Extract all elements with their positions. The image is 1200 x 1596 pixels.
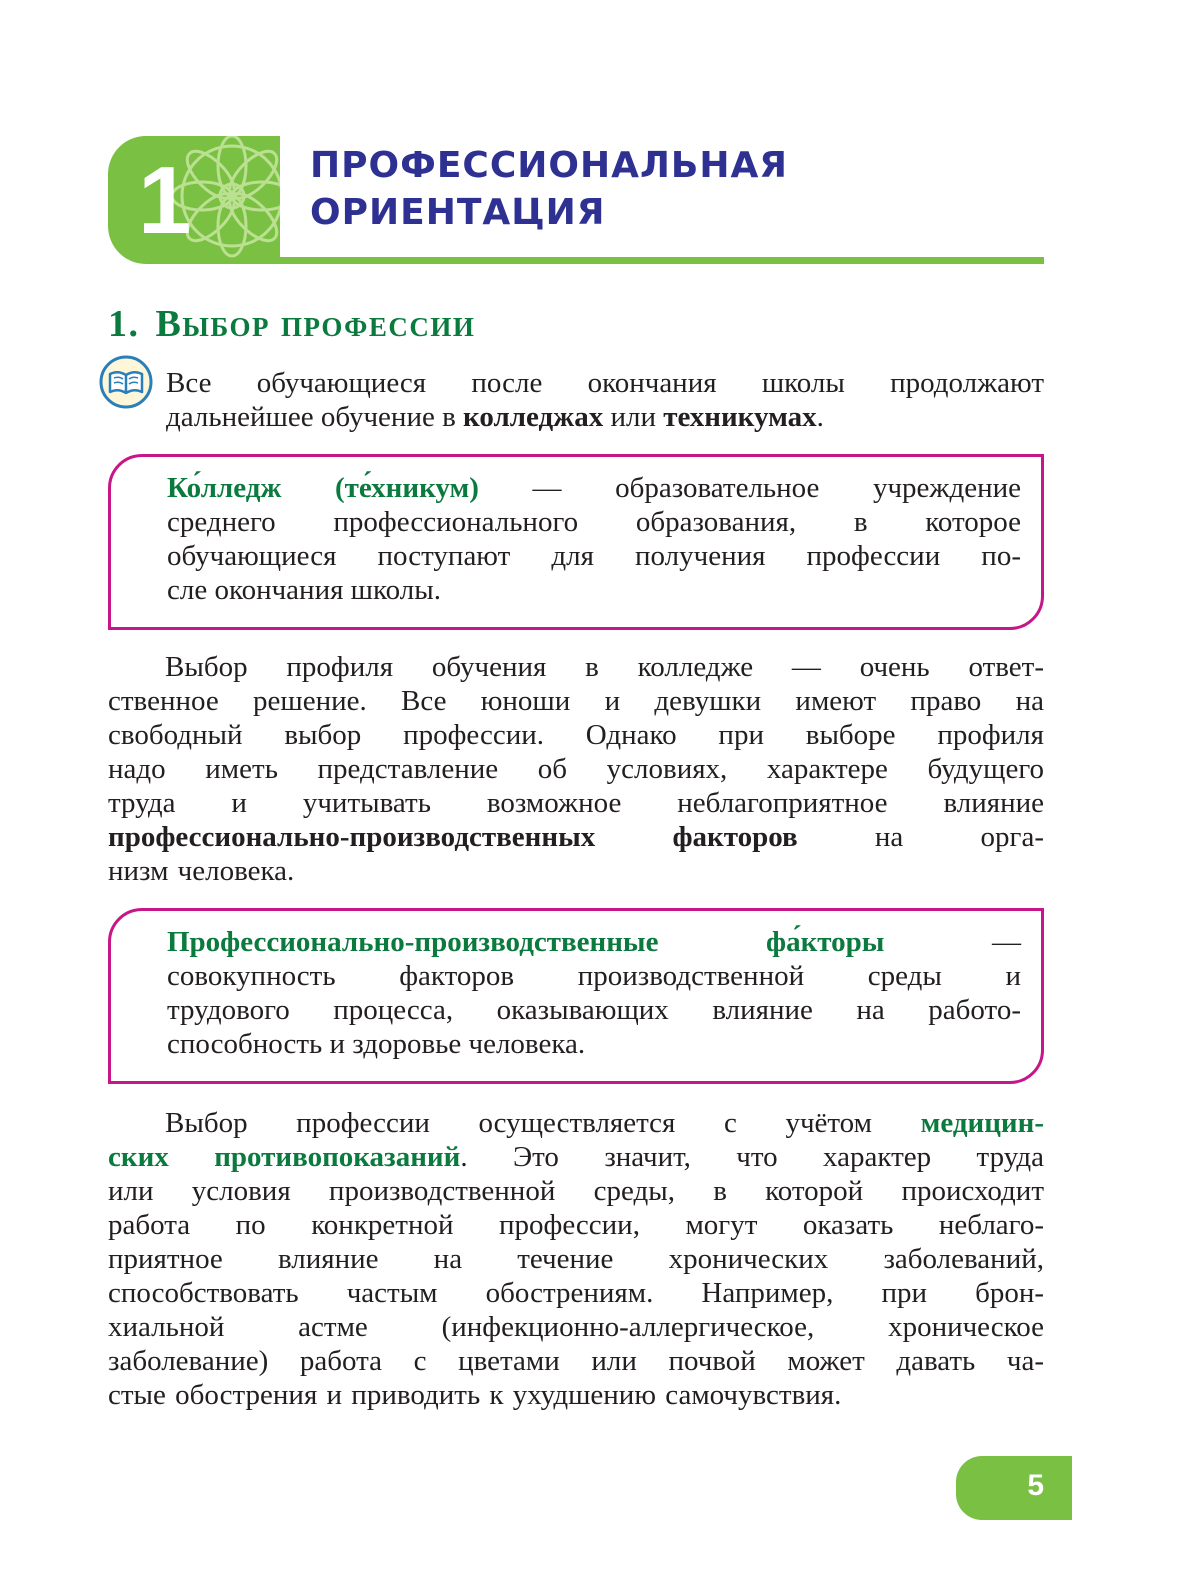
definition-box-college: [108, 454, 1044, 630]
keyword-contraindications: ских противопоказаний: [108, 1141, 461, 1173]
section-number: 1.: [108, 303, 140, 345]
definition-text-part: —: [884, 926, 1021, 958]
intro-text: или: [603, 401, 664, 433]
paragraph-line: стые обострения и приводить к ухудшению самочувствия.: [108, 1379, 842, 1411]
paragraph-line: или условия производственной среды, в которой происходит: [108, 1175, 1044, 1207]
definition-term: Ко́лледж (те́хникум): [167, 472, 479, 504]
chapter-header: [108, 136, 1044, 266]
paragraph-line: способствовать частым обострениям. Например, при брон-: [108, 1277, 1044, 1309]
chapter-rule: [268, 257, 1044, 264]
paragraph-line: Выбор профиля обучения в колледже — очень ответ-: [165, 651, 1044, 683]
keyword-technical-schools: техникумах: [663, 401, 817, 433]
definition-line: обучающиеся поступают для получения профессии по-: [167, 540, 1021, 572]
intro-paragraph: [166, 366, 1044, 434]
keyword-colleges: колледжах: [463, 401, 604, 433]
definition-text-part: — образовательное учреждение: [478, 472, 1021, 504]
paragraph-line: [108, 820, 1044, 854]
definition-line: способность и здоровье человека.: [167, 1028, 586, 1060]
paragraph-line: надо иметь представление об условиях, характере будущего: [108, 753, 1044, 785]
definition-term: Профессионально-производственные фа́кторы: [167, 926, 885, 958]
chapter-title: [310, 142, 788, 236]
paragraph-line: хиальной астме (инфекционно-аллергическое, хроническое: [108, 1311, 1044, 1343]
paragraph-text-part: на орга-: [797, 821, 1044, 853]
paragraph-line: низм человека.: [108, 855, 295, 887]
paragraph-line: ственное решение. Все юноши и девушки имеют право на: [108, 685, 1044, 717]
intro-text: .: [816, 401, 824, 433]
intro-line: Все обучающиеся после окончания школы продолжают: [166, 367, 1044, 399]
section-title: Выбор профессии: [155, 303, 476, 345]
keyword-contraindications: медицин-: [920, 1107, 1044, 1139]
paragraph-text-part: . Это значит, что характер труда: [460, 1141, 1044, 1173]
section-heading: [108, 300, 475, 348]
page-number: 5: [1027, 1469, 1044, 1502]
definition-line: [167, 925, 1021, 959]
paragraph-line: работа по конкретной профессии, могут оказать неблаго-: [108, 1209, 1044, 1241]
definition-line: сле окончания школы.: [167, 574, 441, 606]
paragraph-line: приятное влияние на течение хронических заболеваний,: [108, 1243, 1044, 1275]
chapter-badge: [108, 136, 280, 264]
definition-line: [167, 471, 1021, 505]
intro-text: дальнейшее обучение в: [166, 401, 464, 433]
chapter-title-line2: ОРИЕНТАЦИЯ: [310, 192, 606, 233]
keyword-factors: профессионально-производственных факторов: [108, 821, 798, 853]
paragraph-profile-choice: [108, 650, 1044, 888]
definition-line: совокупность факторов производственной среды и: [167, 960, 1021, 992]
definition-text: [167, 471, 1021, 607]
definition-box-factors: [108, 908, 1044, 1084]
paragraph-line: [108, 1140, 1044, 1174]
chapter-title-line1: ПРОФЕССИОНАЛЬНАЯ: [310, 145, 789, 186]
definition-text: [167, 925, 1021, 1061]
paragraph-line: [108, 1106, 1044, 1140]
paragraph-contraindications: [108, 1106, 1044, 1412]
definition-line: среднего профессионального образования, в которое: [167, 506, 1021, 538]
paragraph-line: заболевание) работа с цветами или почвой может давать ча-: [108, 1345, 1044, 1377]
chapter-number: 1: [138, 147, 192, 254]
intro-line: [166, 400, 1044, 434]
definition-line: трудового процесса, оказывающих влияние на работо-: [167, 994, 1021, 1026]
paragraph-line: труда и учитывать возможное неблагоприятное влияние: [108, 787, 1044, 819]
book-icon: [98, 354, 154, 410]
paragraph-text-part: Выбор профессии осуществляется с учётом: [165, 1107, 921, 1139]
paragraph-line: свободный выбор профессии. Однако при выборе профиля: [108, 719, 1044, 751]
page-number-tab: [956, 1456, 1072, 1520]
flower-ornament-icon: [108, 136, 280, 264]
